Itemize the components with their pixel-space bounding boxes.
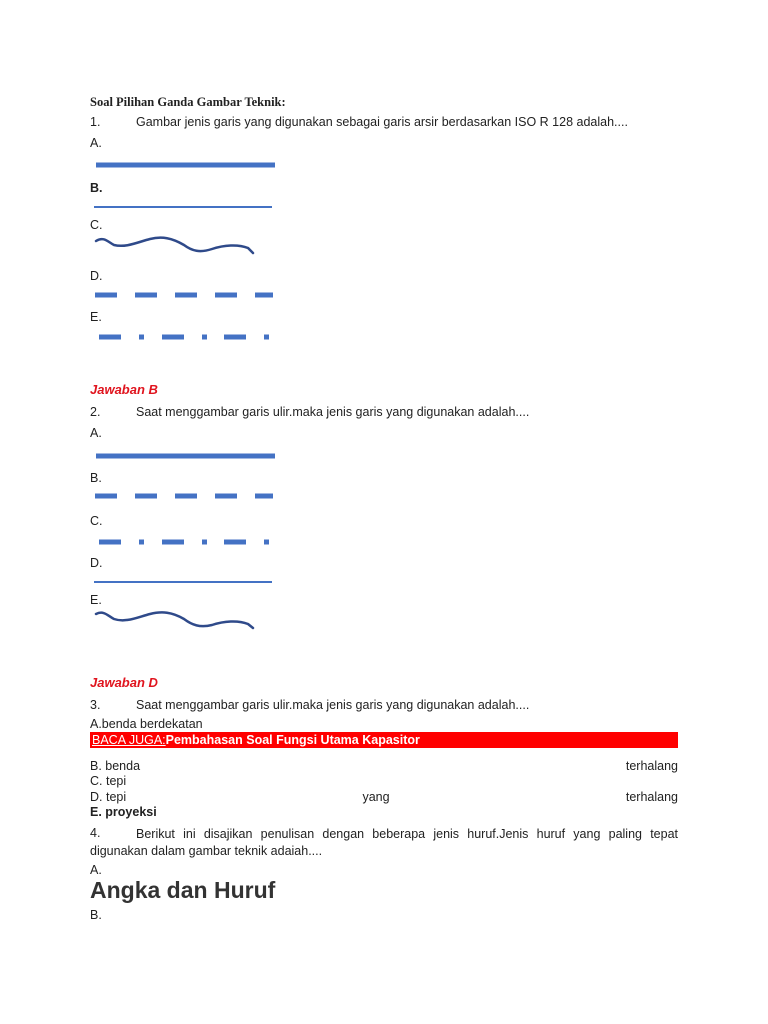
- q2-number: 2.: [90, 405, 101, 419]
- q1-number: 1.: [90, 115, 101, 129]
- read-also-link[interactable]: BACA JUGA:: [92, 733, 166, 747]
- q2-option-c: C.: [90, 514, 103, 528]
- q1-option-c: C.: [90, 218, 103, 232]
- q4-text: Berikut ini disajikan penulisan dengan beberapa jenis huruf.Jenis huruf yang paling tepat digunakan dalam gambar teknik adaiah....: [90, 827, 678, 858]
- q3-option-b-right: terhalang: [625, 759, 678, 773]
- q2-answer: Jawaban D: [90, 675, 158, 690]
- q2-option-a: A.: [90, 426, 102, 440]
- q1-option-b: B.: [90, 181, 103, 195]
- q3-option-d-right: terhalang: [625, 790, 678, 804]
- q2-line-wavy: [0, 0, 300, 640]
- q1-text: Gambar jenis garis yang digunakan sebagai garis arsir berdasarkan ISO R 128 adalah....: [136, 115, 628, 129]
- q1-option-d: D.: [90, 269, 103, 283]
- q1-option-e: E.: [90, 310, 102, 324]
- q3-option-d-left: D. tepi: [90, 790, 127, 804]
- q3-text: Saat menggambar garis ulir.maka jenis garis yang digunakan adalah....: [136, 698, 530, 712]
- q3-number: 3.: [90, 698, 101, 712]
- read-also-banner[interactable]: [90, 732, 678, 748]
- q4-option-a: A.: [90, 863, 102, 877]
- q3-option-d: [90, 790, 678, 805]
- q3-option-e: E. proyeksi: [90, 805, 157, 819]
- q2-option-e: E.: [90, 593, 102, 607]
- q3-option-b-left: B. benda: [90, 759, 141, 773]
- q3-option-c: C. tepi: [90, 774, 127, 788]
- q4-option-b: B.: [90, 908, 102, 922]
- q4-number: 4.: [90, 826, 101, 840]
- page-heading: Soal Pilihan Ganda Gambar Teknik:: [90, 95, 286, 109]
- q1-answer: Jawaban B: [90, 382, 158, 397]
- q3-option-d-mid: yang: [362, 790, 390, 804]
- q2-option-d: D.: [90, 556, 103, 570]
- q2-text: Saat menggambar garis ulir.maka jenis garis yang digunakan adalah....: [136, 405, 530, 419]
- read-also-title[interactable]: Pembahasan Soal Fungsi Utama Kapasitor: [165, 733, 420, 747]
- q2-option-b: B.: [90, 471, 102, 485]
- q4-font-sample: Angka dan Huruf: [90, 877, 276, 903]
- q3-option-a: A.benda berdekatan: [90, 717, 203, 731]
- q1-option-a: A.: [90, 136, 102, 150]
- q3-option-b: [90, 759, 678, 774]
